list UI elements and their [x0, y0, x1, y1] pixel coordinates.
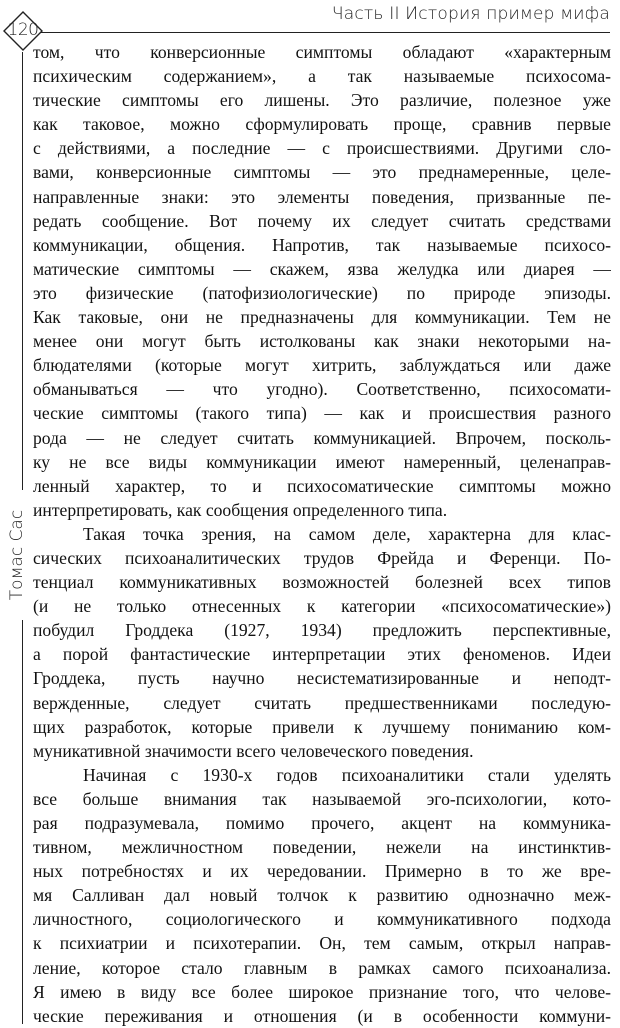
- text-line: рая подразумевала, помимо прочего, акцент на коммуника-: [33, 813, 611, 833]
- text-line: ленный характер, то и психосоматические симптомы можно: [33, 475, 611, 496]
- text-line: психическим содержанием», а так называемые психосома-: [33, 66, 611, 87]
- text-line: личностного, социологического и коммуникативного подхода: [33, 909, 611, 930]
- text-line: (и не только отнесенных к категории «психосоматические»): [33, 596, 611, 617]
- text-line: ных потребностях и их чередовании. Примерно в то же вре-: [33, 861, 611, 882]
- text-line-paragraph-end: интерпретировать, как сообщения определенного типа.: [33, 499, 448, 520]
- text-line: ление, которое стало главным в рамках самого психоанализа.: [33, 957, 611, 978]
- text-line: к психиатрии и психотерапии. Он, тем самым, открыл направ-: [33, 933, 611, 954]
- text-line: Я имею в виду все более широкое признание того, что челове-: [33, 981, 611, 1002]
- text-line-paragraph-start: Такая точка зрения, на самом деле, характерна для клас-: [83, 523, 611, 544]
- text-line: ческие переживания и отношения (и в особенности коммуни-: [33, 1005, 611, 1026]
- author-label: Томас Сас: [7, 509, 27, 601]
- text-line: обманываться — что угодно). Соответственно, психосомати-: [33, 379, 611, 400]
- page-number: 120: [7, 20, 39, 40]
- text-line: побудил Гроддека (1927, 1934) предложить перспективные,: [33, 620, 611, 641]
- header-rule: [40, 32, 610, 33]
- text-line: Гроддека, пусть научно несистематизированные и неподт-: [33, 668, 611, 689]
- text-line-paragraph-start: Начиная с 1930-х годов психоаналитики стали уделять: [83, 764, 611, 785]
- text-line: это физические (патофизиологические) по природе эпизоды.: [33, 282, 611, 303]
- text-line: как таковое, можно сформулировать проще, сравнив первые: [33, 114, 611, 135]
- text-line: матические симптомы — скажем, язва желудка или диарея —: [33, 258, 611, 279]
- text-line: направленные знаки: это элементы поведения, призванные пе-: [33, 186, 611, 207]
- text-line: вами, конверсионные симптомы — это преднамеренные, целе-: [33, 162, 611, 183]
- text-line: а порой фантастические интерпретации этих феноменов. Идеи: [33, 644, 611, 665]
- text-line: том, что конверсионные симптомы обладают «характерным: [33, 42, 611, 62]
- text-line: сических психоаналитических трудов Фрейда и Ференци. По-: [33, 547, 611, 568]
- text-line: тические симптомы его лишены. Это различие, полезное уже: [33, 90, 611, 111]
- text-line: менее они могут быть истолкованы как знаки некоторыми на-: [33, 331, 611, 352]
- text-line: вержденные, следует считать предшественниками последую-: [33, 692, 611, 713]
- text-line: с действиями, а последние — с происшествиями. Другими сло-: [33, 138, 611, 159]
- text-line-paragraph-end: муникативной значимости всего человеческого поведения.: [33, 740, 474, 761]
- text-line: редать сообщение. Вот почему их следует считать средствами: [33, 210, 611, 231]
- text-line: щих разработок, которые привели к лучшему пониманию ком-: [33, 716, 611, 737]
- text-line: все больше внимания так называемой эго-психологии, кото-: [33, 788, 611, 809]
- running-title: Часть II История пример мифа: [331, 4, 610, 24]
- text-line: коммуникации, общения. Напротив, так называемые психосо-: [33, 234, 611, 255]
- text-line: Как таковые, они не предназначены для коммуникации. Тем не: [33, 307, 611, 328]
- text-line: ческие симптомы (такого типа) — как и происшествия разного: [33, 403, 611, 424]
- text-line: мя Салливан дал новый толчок к развитию однозначно меж-: [33, 885, 611, 906]
- text-line: рода — не следует считать коммуникацией. Впрочем, посколь-: [33, 427, 611, 448]
- body-text: [33, 40, 611, 1028]
- text-line: тивном, межличностном поведении, нежели на инстинктив-: [33, 837, 611, 858]
- text-line: тенциал коммуникативных возможностей болезней всех типов: [33, 572, 611, 593]
- text-line: блюдателями (которые могут хитрить, заблуждаться или даже: [33, 355, 611, 376]
- text-line: ку не все виды коммуникации имеют намеренный, целенаправ-: [33, 451, 611, 472]
